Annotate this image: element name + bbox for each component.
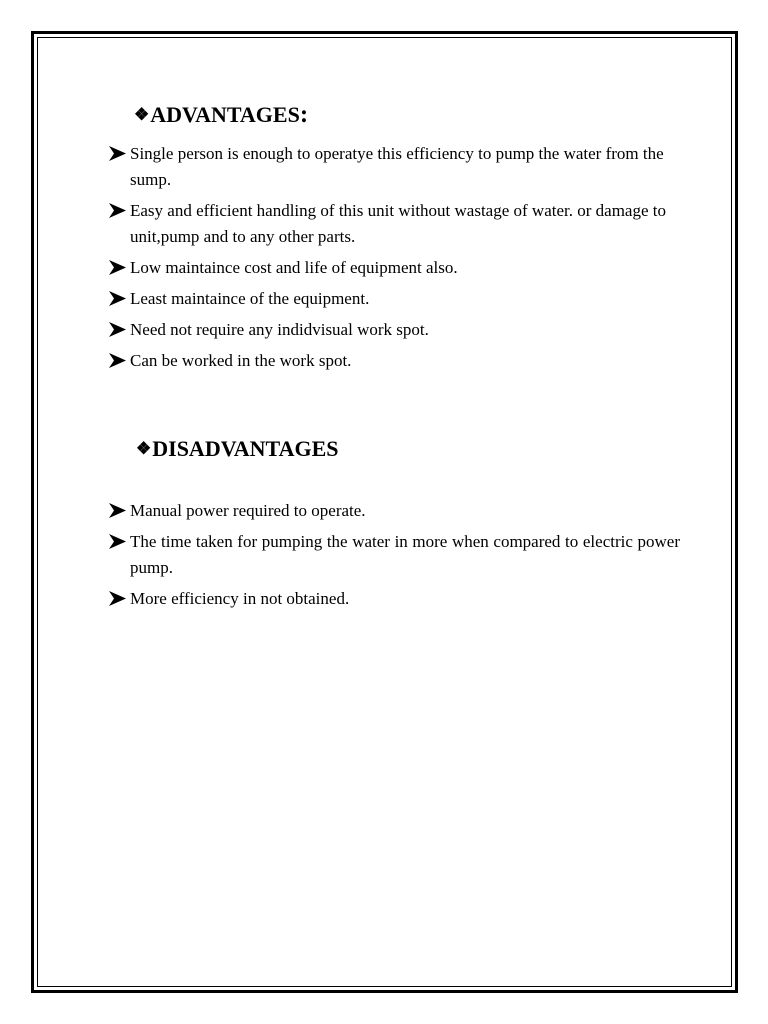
advantages-list [108, 141, 680, 379]
advantages-heading-text: ADVANTAGES [150, 102, 300, 127]
list-item [108, 286, 680, 312]
list-item [108, 317, 680, 343]
advantages-heading [134, 102, 308, 130]
advantage-text: Can be worked in the work spot. [130, 351, 352, 370]
advantage-text: Single person is enough to operatye this efficiency to pump the water from the sump. [130, 144, 664, 189]
list-item [108, 498, 680, 524]
disadvantage-text: Manual power required to operate. [130, 501, 366, 520]
arrowhead-bullet-icon [108, 586, 128, 612]
list-item [108, 198, 680, 250]
arrowhead-bullet-icon [108, 498, 128, 524]
list-item [108, 586, 680, 612]
list-item [108, 141, 680, 193]
disadvantages-heading [136, 436, 339, 464]
arrowhead-bullet-icon [108, 317, 128, 343]
arrowhead-bullet-icon [108, 529, 128, 555]
list-item [108, 529, 680, 581]
disadvantage-text: More efficiency in not obtained. [130, 589, 350, 608]
list-item [108, 255, 680, 281]
disadvantages-heading-text: DISADVANTAGES [152, 436, 339, 461]
arrowhead-bullet-icon [108, 286, 128, 312]
advantage-text: Low maintaince cost and life of equipment also. [130, 258, 458, 277]
arrowhead-bullet-icon [108, 348, 128, 374]
advantage-text: Easy and efficient handling of this unit without wastage of water. or damage to unit,pump and to any other parts. [130, 201, 666, 246]
disadvantages-list [108, 498, 680, 617]
list-item [108, 348, 680, 374]
diamond-bullet-icon: ❖ [136, 439, 152, 458]
disadvantage-text: The time taken for pumping the water in more when compared to electric power pump. [130, 532, 680, 577]
advantage-text: Least maintaince of the equipment. [130, 289, 370, 308]
advantage-text: Need not require any indidvisual work spot. [130, 320, 429, 339]
arrowhead-bullet-icon [108, 198, 128, 224]
advantages-heading-colon: : [299, 101, 309, 128]
diamond-bullet-icon: ❖ [134, 105, 150, 124]
arrowhead-bullet-icon [108, 255, 128, 281]
arrowhead-bullet-icon [108, 141, 128, 167]
